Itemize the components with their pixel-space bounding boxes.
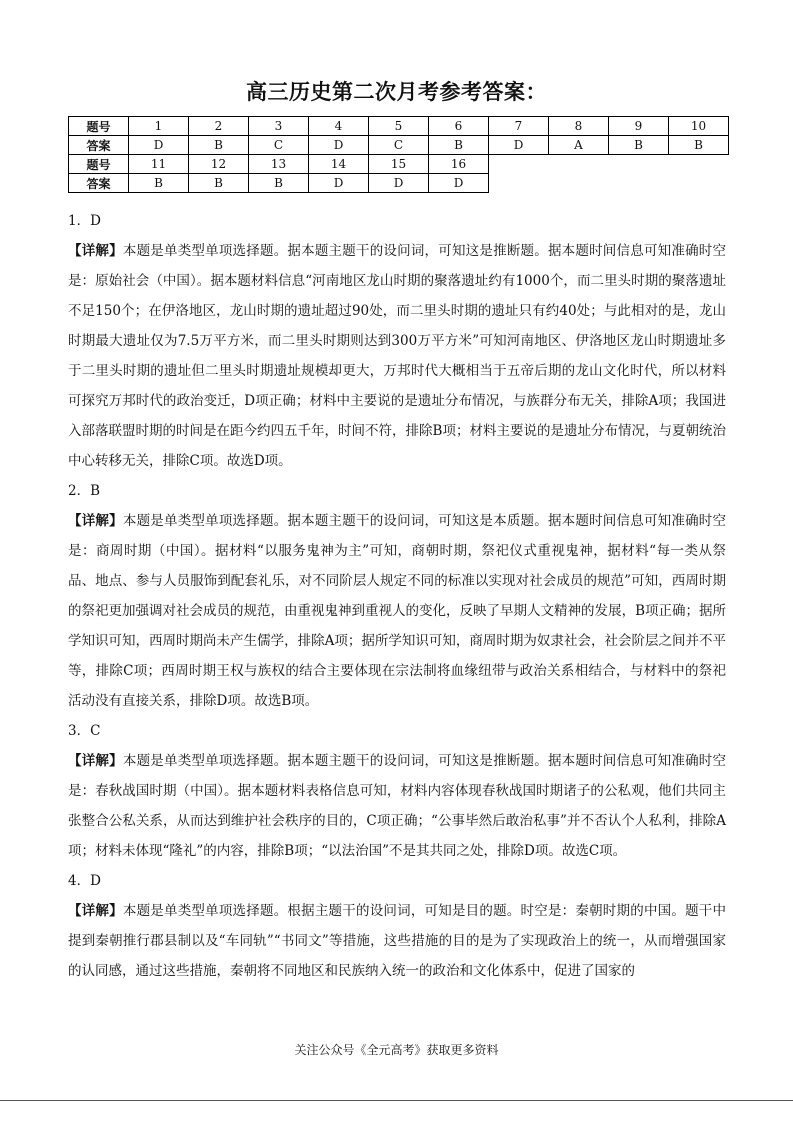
question-number-cell: 10 [669, 117, 729, 136]
explanation-paragraph [68, 896, 726, 986]
question-number: 3．C [68, 723, 101, 739]
question-number-cell: 2 [189, 117, 249, 136]
empty-cell [609, 155, 669, 174]
answer-cell: A [549, 136, 609, 155]
header-cell: 答案 [69, 136, 129, 155]
table-row [69, 117, 729, 136]
explanation-text: 本题是单类型单项选择题。据本题主题干的设问词，可知这是本质题。据本题时间信息可知准确时空是：商周时期（中国）。据材料“以服务鬼神为主”可知，商朝时期，祭祀仪式重视鬼神，据材料“每一类从祭品、地点、参与人员服饰到配套礼乐，对不同阶层人规定不同的标准以实现对社会成员的规范”可知，西周时期的祭祀更加强调对社会成员的规范，由重视鬼神到重视人的变化，反映了早期人文精神的发展，B项正确；据所学知识可知，西周时期尚未产生儒学，排除A项；据所学知识可知，商周时期为奴隶社会，社会阶层之间并不平等，排除C项；西周时期王权与族权的结合主要体现在宗法制将血缘纽带与政治关系相结合，与材料中的祭祀活动没有直接关系，排除D项。故选B项。 [68, 513, 727, 709]
page-divider [0, 1100, 793, 1101]
answer-cell: B [429, 136, 489, 155]
answer-cell: C [369, 136, 429, 155]
question-number-cell: 8 [549, 117, 609, 136]
question-block [68, 476, 726, 716]
empty-cell [489, 155, 549, 174]
header-cell: 答案 [69, 174, 129, 193]
detail-tag: 【详解】 [68, 753, 123, 769]
explanation-text: 本题是单类型单项选择题。据本题主题干的设问词，可知这是推断题。据本题时间信息可知准确时空是：春秋战国时期（中国）。据本题材料表格信息可知，材料内容体现春秋战国时期诸子的公私观，他们共同主张整合公私关系，从而达到维护社会秩序的目的，C项正确；“公事毕然后敢治私事”并不否认个人私利，排除A项；材料未体现“隆礼”的内容，排除B项；“以法治国”不是其共同之处，排除D项。故选C项。 [68, 753, 727, 859]
answer-cell: D [129, 136, 189, 155]
question-number-cell: 14 [309, 155, 369, 174]
page-title: 高三历史第二次月考参考答案： [246, 80, 547, 104]
detail-tag: 【详解】 [68, 903, 123, 919]
question-number-cell: 5 [369, 117, 429, 136]
empty-cell [549, 155, 609, 174]
detail-tag: 【详解】 [68, 513, 123, 529]
explanation-text: 本题是单类型单项选择题。根据主题干的设问词，可知是目的题。时空是：秦朝时期的中国。题干中提到秦朝推行郡县制以及“车同轨”“书同文”等措施，这些措施的目的是为了实现政治上的统一，从而增强国家的认同感，通过这些措施，秦朝将不同地区和民族纳入统一的政治和文化体系中，促进了国家的 [68, 903, 727, 979]
answer-cell: D [489, 136, 549, 155]
question-number-cell: 9 [609, 117, 669, 136]
empty-cell [489, 174, 549, 193]
question-number: 4．D [68, 873, 101, 889]
empty-cell [609, 174, 669, 193]
footer-note: 关注公众号《全元高考》获取更多资料 [294, 1043, 499, 1057]
answer-cell: D [309, 136, 369, 155]
question-number: 1．D [68, 213, 101, 229]
answer-cell: B [249, 174, 309, 193]
empty-cell [669, 174, 729, 193]
answer-table [68, 116, 729, 193]
answer-cell: B [609, 136, 669, 155]
question-number-cell: 15 [369, 155, 429, 174]
question-number-cell: 4 [309, 117, 369, 136]
explanations [68, 206, 726, 986]
question-number-cell: 6 [429, 117, 489, 136]
table-row [69, 174, 729, 193]
question-number-cell: 3 [249, 117, 309, 136]
table-row [69, 155, 729, 174]
answer-cell: D [429, 174, 489, 193]
answer-cell: B [189, 136, 249, 155]
answer-cell: B [129, 174, 189, 193]
question-number-cell: 16 [429, 155, 489, 174]
header-cell: 题号 [69, 117, 129, 136]
question-block [68, 716, 726, 866]
answer-cell: B [669, 136, 729, 155]
explanation-paragraph [68, 236, 726, 476]
explanation-text: 本题是单类型单项选择题。据本题主题干的设问词，可知这是推断题。据本题时间信息可知准确时空是：原始社会（中国）。据本题材料信息“河南地区龙山时期的聚落遗址约有1000个，而二里头时期的聚落遗址不足150个；在伊洛地区，龙山时期的遗址超过90处，而二里头时期的遗址只有约40处；与此相对的是，龙山时期最大遗址仅为7.5万平方米，而二里头时期则达到300万平方米”可知河南地区、伊洛地区龙山时期遗址多于二里头时期的遗址但二里头时期遗址规模却更大，万邦时代大概相当于五帝后期的龙山文化时代，所以材料可探究万邦时代的政治变迁，D项正确；材料中主要说的是遗址分布情况，与族群分布无关，排除A项；我国进入部落联盟时期的时间是在距今约四五千年，时间不符，排除B项；材料主要说的是遗址分布情况，与夏朝统治中心转移无关，排除C项。故选D项。 [68, 243, 727, 469]
explanation-paragraph [68, 506, 726, 716]
question-number-cell: 11 [129, 155, 189, 174]
answer-cell: D [369, 174, 429, 193]
answer-cell: D [309, 174, 369, 193]
detail-tag: 【详解】 [68, 243, 123, 259]
question-number-cell: 12 [189, 155, 249, 174]
header-cell: 题号 [69, 155, 129, 174]
question-block [68, 866, 726, 986]
empty-cell [669, 155, 729, 174]
question-number-cell: 7 [489, 117, 549, 136]
question-number: 2．B [68, 483, 101, 499]
explanation-paragraph [68, 746, 726, 866]
question-number-cell: 13 [249, 155, 309, 174]
answer-cell: C [249, 136, 309, 155]
answer-cell: B [189, 174, 249, 193]
table-row [69, 136, 729, 155]
empty-cell [549, 174, 609, 193]
question-number-cell: 1 [129, 117, 189, 136]
question-block [68, 206, 726, 476]
